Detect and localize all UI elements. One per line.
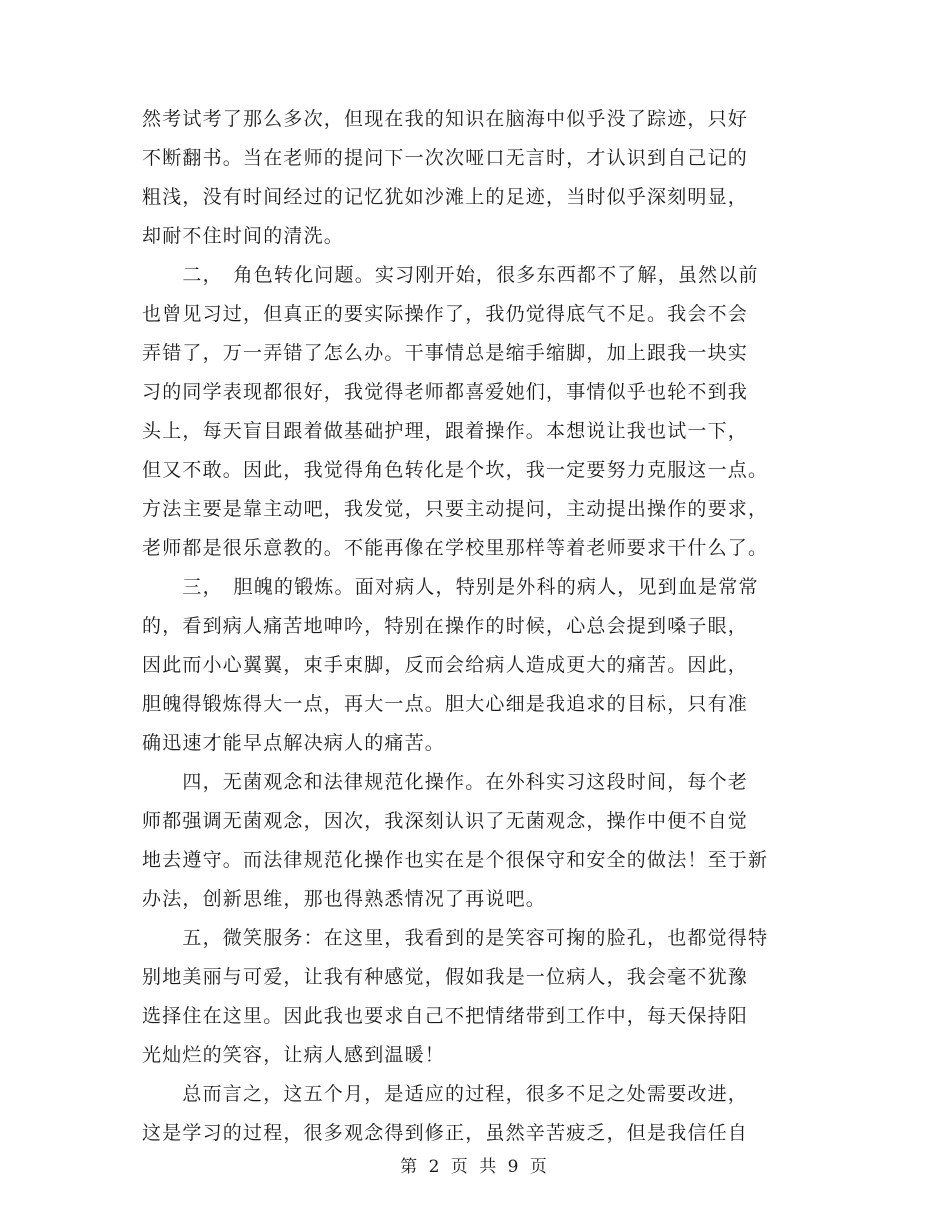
text-line: 却耐不住时间的清洗。 (142, 225, 345, 247)
text-line: 二， 角色转化问题。实习刚开始，很多东西都不了解，虽然以前 (142, 264, 759, 286)
text-line: 光灿烂的笑容，让病人感到温暖！ (142, 1044, 446, 1066)
text-line: 不断翻书。当在老师的提问下一次次哑口无言时，才认识到自己记的 (142, 147, 749, 169)
text-line: 三， 胆魄的锻炼。面对病人，特别是外科的病人，见到血是常常 (142, 576, 759, 598)
text-line: 四，无菌观念和法律规范化操作。在外科实习这段时间，每个老 (142, 771, 749, 793)
text-line: 师都强调无菌观念，因次，我深刻认识了无菌观念，操作中便不自觉 (142, 810, 749, 832)
page-number: 第 2 页 共 9 页 (400, 1157, 550, 1177)
text-line: 但又不敢。因此，我觉得角色转化是个坎，我一定要努力克服这一点。 (142, 459, 769, 481)
text-line: 习的同学表现都很好，我觉得老师都喜爱她们，事情似乎也轮不到我 (142, 381, 749, 403)
text-line: 总而言之，这五个月，是适应的过程，很多不足之处需要改进， (142, 1083, 749, 1105)
text-line: 也曾见习过，但真正的要实际操作了，我仍觉得底气不足。我会不会 (142, 303, 749, 325)
text-line: 弄错了，万一弄错了怎么办。干事情总是缩手缩脚，加上跟我一块实 (142, 342, 749, 364)
text-line: 因此而小心翼翼，束手束脚，反而会给病人造成更大的痛苦。因此， (142, 654, 749, 676)
text-line: 方法主要是靠主动吧，我发觉，只要主动提问，主动提出操作的要求， (142, 498, 769, 520)
body-text (142, 100, 822, 1153)
text-line: 办法，创新思维，那也得熟悉情况了再说吧。 (142, 888, 547, 910)
text-line: 胆魄得锻炼得大一点，再大一点。胆大心细是我追求的目标，只有准 (142, 693, 749, 715)
text-line: 这是学习的过程，很多观念得到修正，虽然辛苦疲乏，但是我信任自 (142, 1122, 749, 1144)
text-line: 然考试考了那么多次，但现在我的知识在脑海中似乎没了踪迹，只好 (142, 108, 749, 130)
text-line: 别地美丽与可爱，让我有种感觉，假如我是一位病人，我会毫不犹豫 (142, 966, 749, 988)
text-line: 选择住在这里。因此我也要求自己不把情绪带到工作中，每天保持阳 (142, 1005, 749, 1027)
text-line: 地去遵守。而法律规范化操作也实在是个很保守和安全的做法！至于新 (142, 849, 769, 871)
text-line: 头上，每天盲目跟着做基础护理，跟着操作。本想说让我也试一下， (142, 420, 749, 442)
text-line: 的，看到病人痛苦地呻吟，特别在操作的时候，心总会提到嗓子眼， (142, 615, 749, 637)
text-line: 老师都是很乐意教的。不能再像在学校里那样等着老师要求干什么了。 (142, 537, 769, 559)
text-line: 粗浅，没有时间经过的记忆犹如沙滩上的足迹，当时似乎深刻明显， (142, 186, 749, 208)
text-line: 五，微笑服务：在这里，我看到的是笑容可掬的脸孔，也都觉得特 (142, 927, 769, 949)
text-line: 确迅速才能早点解决病人的痛苦。 (142, 732, 446, 754)
